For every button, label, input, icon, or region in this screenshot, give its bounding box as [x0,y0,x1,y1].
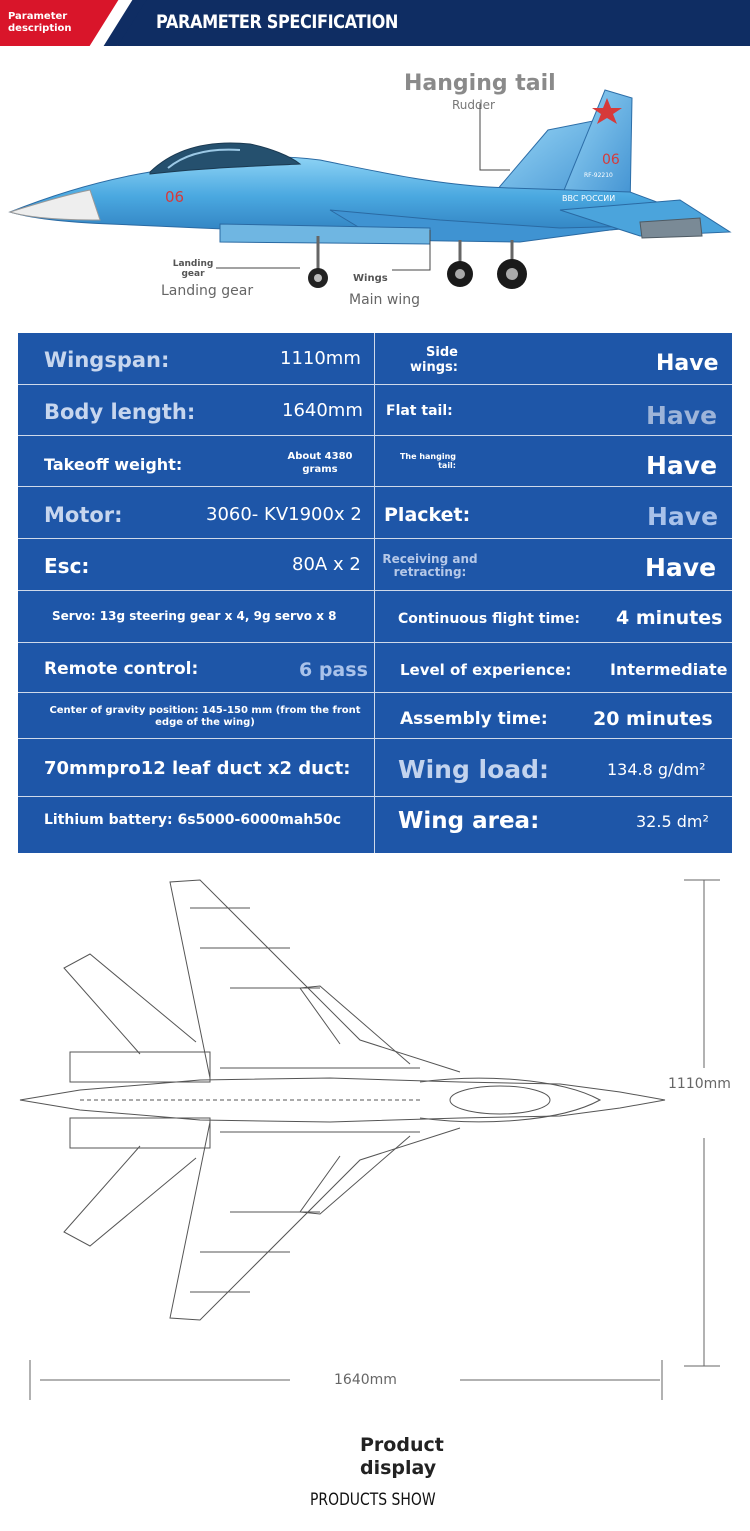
specification-table [18,333,732,853]
motor-label: Motor: [44,503,123,527]
flat-tail-label: Flat tail: [386,403,453,419]
length-dimension: 1640mm [334,1372,397,1388]
flight-time-label: Continuous flight time: [398,611,580,627]
tail-text: BBC POCCИИ [562,194,616,203]
flight-time-value: 4 minutes [616,607,723,629]
placket-label: Placket: [384,504,471,526]
remote-label: Remote control: [44,659,199,679]
hanging-tail-title: Hanging tail [404,71,556,96]
hanging-tail-sub: Rudder [452,98,495,112]
side-wings-value: Have [656,351,719,376]
hanging-tail-spec-value: Have [646,451,718,480]
esc-value: 80A x 2 [292,554,361,575]
wing-load-label: Wing load: [398,755,550,784]
wings-small: Wings [353,273,388,284]
aircraft-top-blueprint [0,868,750,1408]
motor-value: 3060- KV1900x 2 [206,504,362,525]
retract-value: Have [645,553,717,582]
experience-label: Level of experience: [400,661,572,679]
placket-value: Have [647,502,719,531]
assembly-value: 20 minutes [593,708,713,730]
products-show-heading: PRODUCTS SHOW [310,1490,436,1510]
header-badge-text: Parameter description [8,11,72,34]
remote-value: 6 pass [299,659,368,681]
wing-area-value: 32.5 dm² [636,812,709,831]
wingspan-label: Wingspan: [44,348,170,372]
hanging-tail-spec-label: The hanging tail: [399,452,456,470]
experience-value: Intermediate [610,660,728,679]
flat-tail-value: Have [646,401,718,430]
tail-registration: RF-92210 [584,172,613,179]
landing-gear-label: Landing gear [161,283,254,299]
servo-text: Servo: 13g steering gear x 4, 9g servo x 8 [52,609,337,623]
duct-text: 70mmpro12 leaf duct x2 duct: [44,758,351,779]
wingspan-dimension: 1110mm [668,1076,731,1092]
tail-number: 06 [602,152,620,168]
body-length-label: Body length: [44,400,196,424]
nose-number: 06 [165,188,185,206]
esc-label: Esc: [44,554,90,578]
main-wing-label: Main wing [349,292,420,308]
takeoff-weight-label: Takeoff weight: [44,455,183,474]
assembly-label: Assembly time: [400,709,548,729]
cog-text: Center of gravity position: 145-150 mm (from the front edge of the wing) [49,705,361,728]
takeoff-weight-value: About 4380 grams [287,451,353,475]
body-length-value: 1640mm [282,400,363,421]
header-title: PARAMETER SPECIFICATION [156,11,398,33]
wing-load-value: 134.8 g/dm² [607,760,706,779]
side-wings-label: Side wings: [410,345,458,375]
landing-gear-small: Landing gear [172,259,214,279]
wingspan-value: 1110mm [280,348,361,369]
retract-label: Receiving and retracting: [382,552,478,579]
battery-text: Lithium battery: 6s5000-6000mah50c [44,812,342,828]
product-display-heading: Product display [360,1434,444,1479]
section-header [0,0,750,46]
wing-area-label: Wing area: [398,808,540,834]
